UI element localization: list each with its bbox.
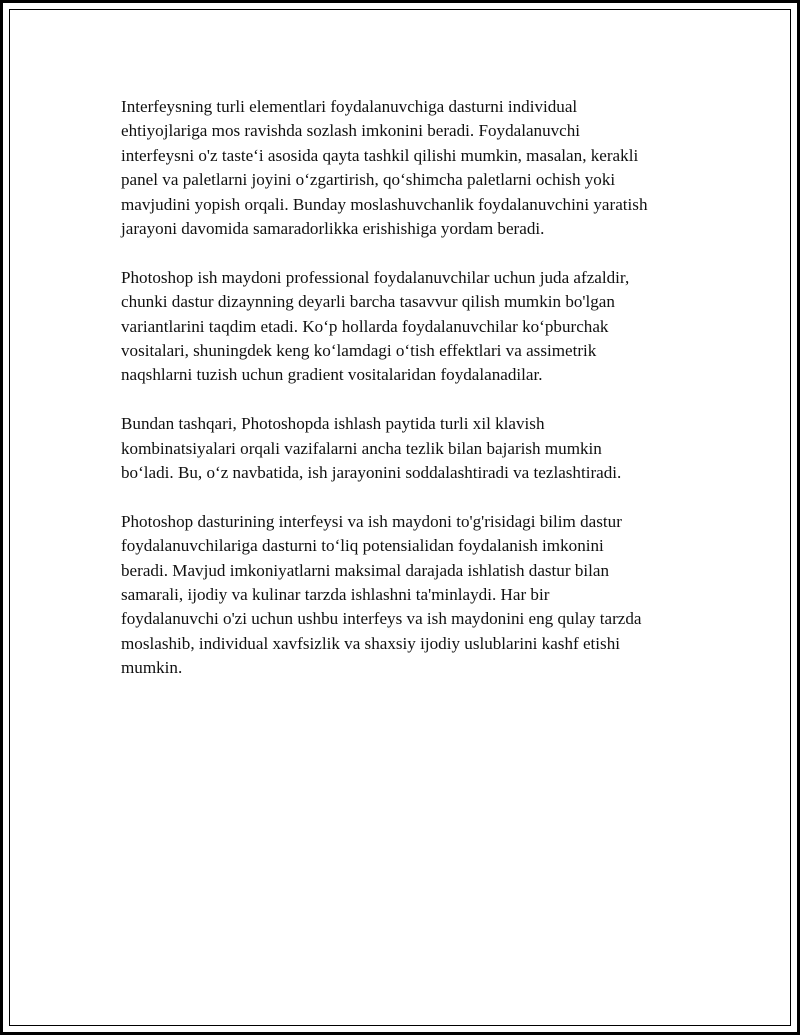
text-line: ehtiyojlariga mos ravishda sozlash imkonini beradi. Foydalanuvchi <box>121 121 581 141</box>
text-line: beradi. Mavjud imkoniyatlarni maksimal darajada ishlatish dastur bilan <box>121 560 609 580</box>
document-body <box>121 95 711 705</box>
text-line: naqshlarni tuzish uchun gradient vositalaridan foydalanadilar. <box>121 365 543 385</box>
text-line: samarali, ijodiy va kulinar tarzda ishlashni ta'minlaydi. Har bir <box>121 585 550 605</box>
text-line: bo‘ladi. Bu, o‘z navbatida, ish jarayonini soddalashtiradi va tezlashtiradi. <box>121 463 622 483</box>
text-line: interfeysni o'z taste‘i asosida qayta tashkil qilishi mumkin, masalan, kerakli <box>121 145 639 165</box>
text-line: jarayoni davomida samaradorlikka erishishiga yordam beradi. <box>121 219 545 239</box>
text-line: Photoshop ish maydoni professional foydalanuvchilar uchun juda afzaldir, <box>121 267 630 287</box>
paragraph-2 <box>121 266 711 388</box>
text-line: panel va paletlarni joyini o‘zgartirish, qo‘shimcha paletlarni ochish yoki <box>121 170 616 190</box>
text-line: vositalari, shuningdek keng ko‘lamdagi o‘tish effektlari va assimetrik <box>121 341 597 361</box>
text-line: moslashib, individual xavfsizlik va shaxsiy ijodiy uslublarini kashf etishi <box>121 633 620 653</box>
text-line: variantlarini taqdim etadi. Ko‘p hollarda foydalanuvchilar ko‘pburchak <box>121 316 609 336</box>
text-line: mavjudini yopish orqali. Bunday moslashuvchanlik foydalanuvchini yaratish <box>121 194 648 214</box>
text-line: chunki dastur dizaynning deyarli barcha tasavvur qilish mumkin bo'lgan <box>121 292 615 312</box>
text-line: foydalanuvchi o'zi uchun ushbu interfeys va ish maydonini eng qulay tarzda <box>121 609 642 629</box>
text-line: kombinatsiyalari orqali vazifalarni ancha tezlik bilan bajarish mumkin <box>121 438 602 458</box>
paragraph-1 <box>121 95 711 241</box>
text-line: Bundan tashqari, Photoshopda ishlash paytida turli xil klavish <box>121 414 545 434</box>
paragraph-3 <box>121 412 711 485</box>
text-line: Interfeysning turli elementlari foydalanuvchiga dasturni individual <box>121 97 578 116</box>
text-line: foydalanuvchilariga dasturni to‘liq potensialidan foydalanish imkonini <box>121 536 604 556</box>
paragraph-4 <box>121 510 711 681</box>
text-line: mumkin. <box>121 658 183 678</box>
text-line: Photoshop dasturining interfeysi va ish maydoni to'g'risidagi bilim dastur <box>121 511 622 531</box>
